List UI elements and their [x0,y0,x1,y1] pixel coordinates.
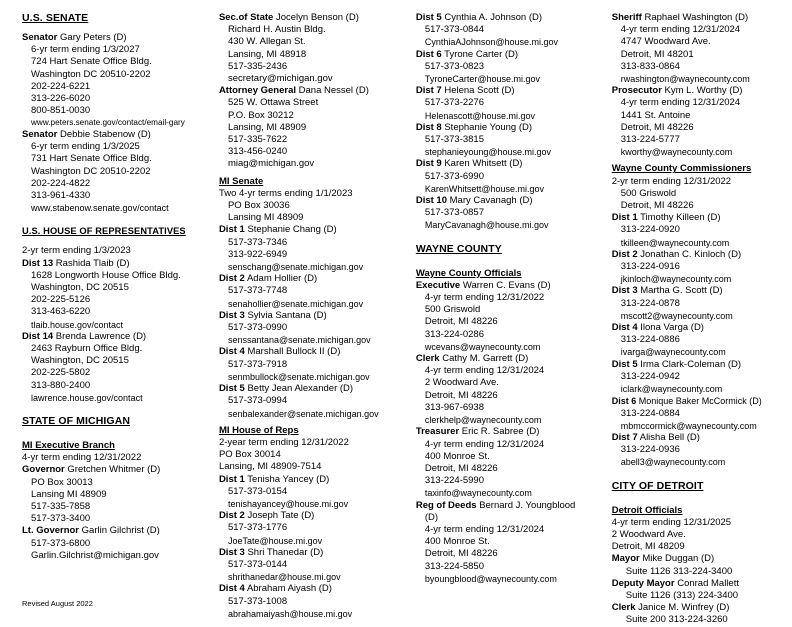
detail-line: Detroit, MI 48209 [611,541,685,553]
detail-line: secretary@michigan.gov [227,73,333,85]
official-entry [416,280,602,292]
detail-line: 517-335-7858 [31,501,91,512]
detail-line: 517-373-0823 [424,60,484,72]
official-entry [612,85,782,97]
column-3 [408,12,604,585]
detail-line: Garlin.Gilchrist@michigan.gov [31,549,159,561]
official-entry [416,49,602,61]
detail-line: 2 Woodward Ave. [424,377,499,389]
official-name: Mike Duggan (D) [642,553,715,565]
detail-line: 6-yr term ending 1/3/2025 [31,141,140,153]
detail-line: 517-373-0154 [227,485,288,497]
official-entry [612,578,782,590]
detail-line: 313-224-0942 [620,370,680,382]
detail-line: mbmccormick@waynecounty.com [620,420,757,431]
detail-line: 1441 St. Antoine [620,109,691,121]
detail-line: PO Box 30013 [31,476,93,488]
detail-line: www.peters.senate.gov/contact/email-gary [31,118,185,128]
detail-line: wcevans@waynecounty.com [424,341,541,352]
detail-line: 313-224-0886 [620,334,680,346]
official-entry [612,249,782,261]
official-role-label: Mayor [611,553,640,565]
official-role-label: Sheriff [611,12,642,23]
detail-line: 313-224-0936 [620,444,680,456]
sub-section-heading: Detroit Officials [611,504,683,516]
detail-line: 517-335-2436 [227,60,288,72]
detail-line: 517-373-1008 [227,595,288,607]
official-role-label: Dist 1 [218,473,245,485]
detail-line: senssantana@senate.michigan.gov [227,335,371,346]
detail-line: 731 Hart Senate Office Bldg. [31,153,152,165]
detail-line: 6-yr term ending 1/3/2027 [31,44,140,56]
section-heading: WAYNE COUNTY [415,242,502,255]
detail-line: 313-224-5990 [424,475,484,487]
official-entry [416,85,602,97]
section-spacer [612,469,782,480]
official-role-label: Attorney General [218,85,297,97]
detail-line: tkilleen@waynecounty.com [620,237,730,248]
detail-line: clerkhelp@waynecounty.com [424,415,542,426]
detail-line: 2463 Rayburn Office Bldg. [31,342,143,354]
official-name: Joseph Tate (D) [247,510,315,522]
official-role-label: Dist 5 [415,12,442,23]
detail-line: 2-yr term ending 1/3/2023 [22,245,131,257]
official-name: Gretchen Whitmer (D) [67,464,161,476]
detail-line: Washington, DC 20515 [31,355,129,367]
official-role-label: Prosecutor [611,85,662,97]
detail-line: byoungblood@waynecounty.com [424,573,557,584]
official-entry [612,359,782,371]
official-entry [219,224,406,236]
official-entry [219,273,406,285]
detail-line: TyroneCarter@house.mi.gov [424,74,541,85]
column-4 [604,12,784,627]
detail-line: Lansing MI 48909 [227,212,304,224]
detail-line: 4-yr term ending 12/31/2025 [611,516,732,528]
content-block [416,232,602,585]
official-role-label: Dist 9 [415,158,442,170]
sub-section-heading: MI House of Reps [218,424,299,436]
official-entry [219,510,406,522]
detail-line: tenishayancey@house.mi.gov [227,498,349,509]
detail-line: tlaib.house.gov/contact [31,319,124,330]
detail-line: Lansing MI 48909 [31,488,107,500]
detail-line: 4-yr term ending 12/31/2024 [620,97,741,109]
detail-line: P.O. Box 30212 [227,109,294,121]
official-entry [612,553,782,565]
column-2 [209,12,408,620]
detail-line: 517-373-7918 [227,358,288,370]
detail-line: Suite 1126 313-224-3400 [625,565,733,577]
detail-line: Washington DC 20510-2202 [31,165,151,177]
content-block [22,12,207,214]
official-entry [219,583,406,595]
official-entry [416,122,602,134]
detail-line: Washington, DC 20515 [31,281,129,293]
detail-line: Detroit, MI 48226 [620,121,694,133]
official-role-label: Dist 5 [218,383,245,395]
content-block [22,214,207,404]
official-name: Helena Scott (D) [444,85,515,97]
detail-line: 517-373-0990 [227,322,288,334]
detail-line: 313-224-5777 [620,134,680,146]
content-block [219,12,406,620]
official-name: Karen Whitsett (D) [444,158,523,170]
official-role-label: Executive [415,279,461,291]
official-entry [22,331,207,343]
official-name: Gary Peters (D) [60,32,127,43]
detail-line: senbalexander@senate.michigan.gov [227,408,379,419]
detail-line: senmbullock@senate.michigan.gov [227,371,370,382]
detail-line: kworthy@waynecounty.com [620,147,733,158]
official-name: Monique Baker McCormick (D) [638,396,762,407]
detail-line: 430 W. Allegan St. [227,36,306,48]
detail-line: www.stabenow.senate.gov/contact [31,203,169,214]
official-role-label: Dist 3 [218,309,245,321]
official-role-label: Dist 8 [415,121,442,133]
detail-line: MaryCavanagh@house.mi.gov [424,220,549,231]
official-entry [22,258,207,270]
content-block [416,12,602,232]
official-role-label: Dist 3 [218,546,245,558]
detail-line: 517-373-7748 [227,285,288,297]
detail-line: 517-373-0994 [227,395,288,407]
official-role-label: Dist 14 [22,330,54,342]
official-entry [416,353,602,365]
detail-line: senschang@senate.michigan.gov [227,262,364,273]
detail-line: 313-463-6220 [31,306,91,318]
official-name: Cynthia A. Johnson (D) [444,12,543,23]
official-name: Janice M. Winfrey (D) [638,602,730,614]
detail-line: 313-967-6938 [424,401,484,413]
official-entry [416,500,602,512]
official-name: Tyrone Carter (D) [444,48,519,60]
detail-line: 313-456-0240 [227,146,288,158]
detail-line: 500 Griswold [424,304,481,316]
detail-line: 4-yr term ending 12/31/2024 [424,365,545,377]
detail-line: taxinfo@waynecounty.com [424,488,532,499]
official-role-label: Dist 4 [218,346,245,358]
detail-line: (D) [424,511,439,523]
official-role-label: Senator [22,32,58,43]
official-name: Shri Thanedar (D) [247,546,324,558]
official-name: Martha G. Scott (D) [640,285,723,297]
detail-line: 4-yr term ending 12/31/2024 [620,24,741,36]
official-role-label: Lt. Governor [22,525,80,537]
detail-line: 2 Woodward Ave. [611,528,686,540]
official-role-label: Dist 6 [415,48,442,60]
official-entry [219,310,406,322]
detail-line: 517-373-0144 [227,558,288,570]
detail-line: 2-yr term ending 12/31/2022 [611,175,732,187]
official-role-label: Deputy Mayor [611,577,675,589]
detail-line: Two 4-yr terms ending 1/1/2023 [218,187,353,199]
official-entry [22,129,207,141]
detail-line: Suite 200 313-224-3260 [625,614,728,626]
detail-line: Detroit, MI 48226 [424,548,498,560]
official-role-label: Dist 1 [218,224,245,236]
official-role-label: Clerk [611,602,636,614]
detail-line: 517-373-6800 [31,537,91,549]
official-entry [219,547,406,559]
detail-line: 400 Monroe St. [424,450,490,462]
detail-line: 313-880-2400 [31,379,91,391]
detail-line: 202-225-5802 [31,367,91,379]
official-name: Sylvia Santana (D) [247,309,327,321]
sub-section-heading: MI Senate [218,175,264,187]
detail-line: PO Box 30014 [218,449,281,461]
detail-line: 202-224-6221 [31,80,91,92]
detail-line: 517-373-3400 [31,513,91,525]
section-heading: CITY OF DETROIT [611,479,704,492]
sub-section-heading: Wayne County Officials [415,267,522,279]
official-role-label: Dist 7 [611,431,638,443]
official-name: Ilona Varga (D) [640,322,704,334]
section-spacer [22,404,207,415]
detail-line: Lansing, MI 48909-7514 [218,461,322,473]
section-heading: STATE OF MICHIGAN [22,414,131,427]
detail-line: 313-224-0884 [620,407,680,419]
detail-line: miag@michigan.gov [227,158,315,170]
official-entry [612,395,782,407]
detail-line: Detroit, MI 48201 [620,48,694,60]
detail-line: shrithanedar@house.mi.gov [227,572,341,583]
official-name: Debbie Stabenow (D) [60,128,151,140]
official-name: Rashida Tlaib (D) [55,257,130,269]
official-role-label: Dist 4 [218,583,245,595]
detail-line: 400 Monroe St. [424,536,490,548]
official-entry [22,464,207,476]
official-name: Dana Nessel (D) [298,85,369,97]
detail-line: stephanieyoung@house.mi.gov [424,147,552,158]
detail-line: iclark@waynecounty.com [620,384,723,395]
detail-line: 313-224-0920 [620,224,680,236]
detail-line: JoeTate@house.mi.gov [227,535,323,546]
detail-line: Detroit, MI 48226 [424,462,498,474]
detail-line: 517-373-3815 [424,134,484,146]
detail-line: abell3@waynecounty.com [620,457,726,468]
section-spacer [22,214,207,225]
detail-line: 4-yr term ending 12/31/2024 [424,438,545,450]
detail-line: Detroit, MI 48226 [424,389,498,401]
detail-line: 4-yr term ending 12/31/2024 [424,523,545,535]
column-1 [8,12,209,562]
detail-line: Richard H. Austin Bldg. [227,24,326,36]
content-block [22,404,207,562]
detail-line: PO Box 30036 [227,200,290,212]
column-container [8,12,784,627]
official-name: Kym L. Worthy (D) [664,85,743,97]
official-role-label: Dist 6 [611,396,637,407]
detail-line: ivarga@waynecounty.com [620,347,726,358]
document-footer: Revised August 2022 [22,599,93,608]
detail-line: 517-373-1776 [227,522,288,534]
detail-line: 500 Griswold [620,187,677,199]
detail-line: 800-851-0030 [31,105,91,117]
detail-line: 1628 Longworth House Office Bldg. [31,269,181,281]
official-role-label: Dist 4 [611,322,638,334]
detail-line: Washington DC 20510-2202 [31,68,151,80]
official-name: Bernard J. Youngblood [479,499,576,511]
detail-line: 202-225-5126 [31,294,91,306]
official-role-label: Treasurer [415,426,460,438]
official-role-label: Dist 2 [218,510,245,522]
detail-line: 313-833-0864 [620,60,680,72]
detail-line: senahollier@senate.michigan.gov [227,298,364,309]
official-role-label: Sec.of State [218,12,274,23]
official-name: Raphael Washington (D) [644,12,749,23]
official-entry [416,12,602,24]
official-name: Betty Jean Alexander (D) [247,383,354,395]
official-name: Garlin Gilchrist (D) [81,525,160,537]
official-entry [219,346,406,358]
official-entry [22,525,207,537]
detail-line: lawrence.house.gov/contact [31,392,143,403]
official-entry [612,432,782,444]
official-name: Alisha Bell (D) [639,431,700,443]
detail-line: 517-373-0857 [424,207,484,219]
official-name: Cathy M. Garrett (D) [442,353,529,365]
detail-line: Lansing, MI 48918 [227,48,307,60]
official-role-label: Dist 2 [611,248,638,260]
detail-line: Detroit, MI 48226 [620,200,694,212]
detail-line: 313-224-0286 [424,328,484,340]
official-role-label: Reg of Deeds [415,499,477,511]
detail-line: 313-961-4330 [31,189,91,201]
official-name: Conrad Mallett [677,577,739,589]
official-entry [612,212,782,224]
official-role-label: Dist 3 [611,285,638,297]
detail-line: 4747 Woodward Ave. [620,36,711,48]
detail-line: 517-373-2276 [424,97,484,109]
official-entry [219,383,406,395]
official-name: Warren C. Evans (D) [462,279,551,291]
official-role-label: Dist 1 [611,212,638,224]
official-name: Irma Clark-Coleman (D) [640,358,742,370]
official-name: Timothy Killeen (D) [640,212,721,224]
detail-line: Detroit, MI 48226 [424,316,498,328]
official-name: Jocelyn Benson (D) [275,12,359,23]
official-name: Marshall Bullock II (D) [247,346,341,358]
detail-line: 313-226-6020 [31,93,91,105]
detail-line: mscott2@waynecounty.com [620,310,733,321]
detail-line: 202-224-4822 [31,177,91,189]
official-entry [612,285,782,297]
official-role-label: Dist 7 [415,85,442,97]
official-entry [612,602,782,614]
official-entry [219,85,406,97]
detail-line: KarenWhitsett@house.mi.gov [424,183,545,194]
official-name: Jonathan C. Kinloch (D) [640,248,742,260]
official-name: Eric R. Sabree (D) [461,426,540,438]
official-role-label: Dist 5 [611,358,638,370]
detail-line: 313-224-5850 [424,560,484,572]
official-role-label: Dist 10 [415,195,447,207]
official-name: Tenisha Yancey (D) [247,473,330,485]
sub-section-heading: MI Executive Branch [22,439,115,451]
official-name: Mary Cavanagh (D) [449,195,533,207]
official-entry [22,32,207,44]
section-spacer [416,232,602,243]
detail-line: 4-yr term ending 12/31/2022 [22,452,142,464]
official-entry [219,12,406,24]
official-name: Adam Hollier (D) [246,273,318,285]
detail-line: 2-year term ending 12/31/2022 [218,436,349,448]
official-entry [612,322,782,334]
official-entry [416,426,602,438]
official-role-label: Dist 13 [22,257,54,269]
content-block [612,12,782,469]
official-name: Brenda Lawrence (D) [55,330,147,342]
detail-line: Suite 1126 (313) 224-3400 [625,589,739,601]
official-role-label: Clerk [415,353,440,365]
official-entry [219,474,406,486]
detail-line: 525 W. Ottawa Street [227,97,319,109]
detail-line: rwashington@waynecounty.com [620,74,750,85]
detail-line: 313-922-6949 [227,248,288,260]
detail-line: 724 Hart Senate Office Bldg. [31,56,152,68]
official-role-label: Governor [22,464,65,476]
official-role-label: Senator [22,128,58,140]
section-heading: U.S. SENATE [22,12,89,24]
detail-line: jkinloch@waynecounty.com [620,274,732,285]
official-entry [612,12,782,24]
detail-line: 517-335-7622 [227,134,288,146]
detail-line: 517-373-6990 [424,170,484,182]
content-block [612,469,782,627]
official-name: Stephanie Young (D) [444,121,533,133]
detail-line: 313-224-0878 [620,297,680,309]
sub-section-heading: Wayne County Commissioners [611,163,752,175]
detail-line: Helenascott@house.mi.gov [424,110,536,121]
official-role-label: Dist 2 [218,273,245,285]
official-name: Abraham Aiyash (D) [246,583,332,595]
detail-line: 4-yr term ending 12/31/2022 [424,292,545,304]
official-name: Stephanie Chang (D) [247,224,337,236]
detail-line: abrahamaiyash@house.mi.gov [227,608,353,619]
detail-line: 517-373-0844 [424,24,484,36]
detail-line: Lansing, MI 48909 [227,121,307,133]
detail-line: 517-373-7346 [227,236,288,248]
section-heading: U.S. HOUSE OF REPRESENTATIVES [22,226,186,237]
detail-line: CynthiaAJohnson@house.mi.gov [424,37,559,48]
official-entry [416,195,602,207]
official-entry [416,158,602,170]
detail-line: 313-224-0916 [620,261,680,273]
